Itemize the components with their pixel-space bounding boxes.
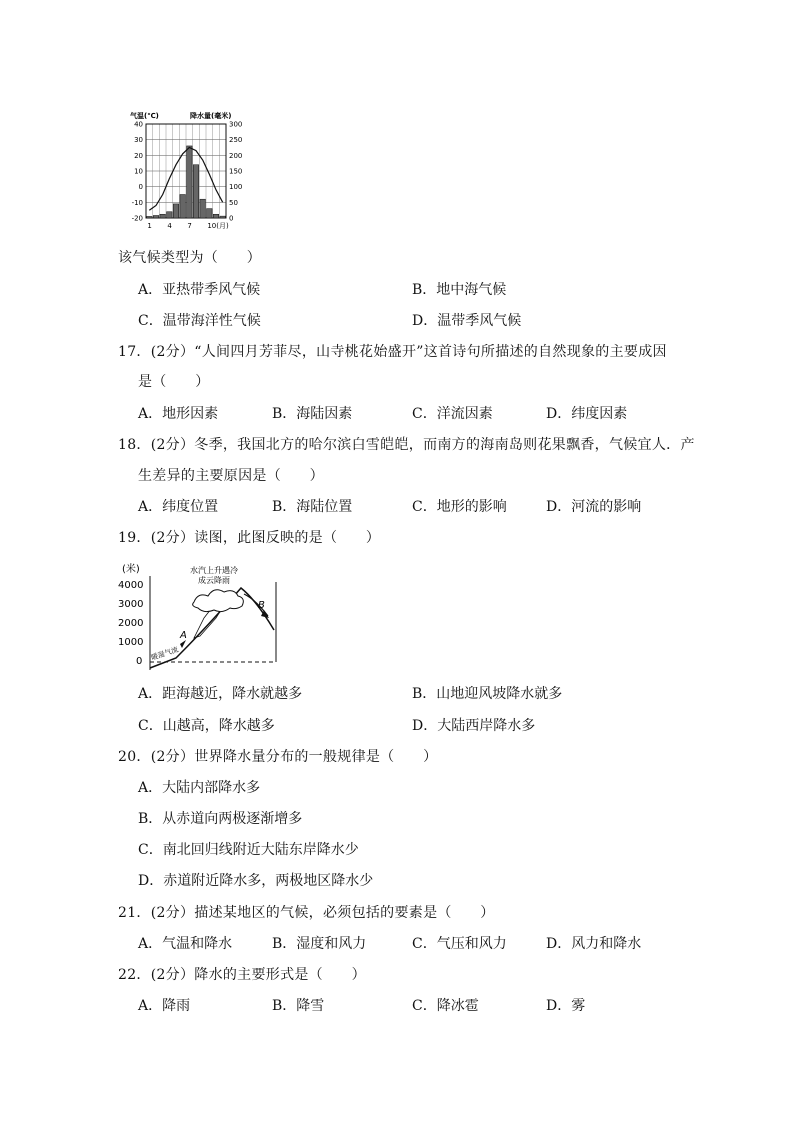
tick-3000: 3000 (118, 599, 144, 610)
precip-bar (167, 212, 172, 218)
precip-bar (147, 216, 152, 218)
temp-tick-label: 10 (134, 167, 143, 176)
precip-bar (187, 146, 192, 218)
q18-option-d[interactable]: D．河流的影响 (546, 499, 642, 515)
precip-tick-label: 50 (229, 198, 238, 207)
mountain-rain-diagram (116, 560, 296, 678)
cloud-caption-line1: 水汽上升遇冷 (190, 566, 238, 575)
tick-2000: 2000 (118, 618, 144, 629)
q16-option-a[interactable]: A．亚热带季风气候 (138, 282, 261, 298)
precip-bar (173, 204, 178, 218)
q21-option-b[interactable]: B．湿度和风力 (272, 936, 367, 952)
cloud-caption-line2: 成云降雨 (198, 576, 230, 585)
cloud-shape (193, 590, 244, 612)
precip-tick-label: 250 (229, 136, 243, 145)
height-unit-label: (米) (122, 564, 140, 575)
tick-1000: 1000 (118, 637, 144, 648)
q19-option-c[interactable]: C．山越高，降水越多 (138, 718, 275, 734)
precip-bar (213, 214, 218, 218)
precip-bar (193, 165, 198, 218)
month-tick-label: 10(月) (207, 222, 229, 230)
q18-stem-line2: 生差异的主要原因是（ ） (138, 468, 324, 484)
month-tick-label: 4 (167, 222, 172, 230)
q17-option-d[interactable]: D．纬度因素 (546, 406, 628, 422)
wind-label: 暖湿气流 (150, 645, 180, 662)
q18-option-a[interactable]: A．纬度位置 (138, 499, 219, 515)
q18-stem-line1: 18．(2分）冬季，我国北方的哈尔滨白雪皑皑，而南方的海南岛则花果飘香，气候宜人．产 (118, 437, 695, 453)
precip-tick-label: 200 (229, 151, 243, 160)
temp-tick-label: -10 (131, 198, 143, 207)
q16-option-b[interactable]: B．地中海气候 (412, 282, 507, 298)
precip-bar (180, 195, 185, 219)
precip-tick-label: 150 (229, 167, 243, 176)
precip-bar (200, 199, 205, 218)
q20-option-c[interactable]: C．南北回归线附近大陆东岸降水少 (138, 842, 359, 858)
q21-option-d[interactable]: D．风力和降水 (546, 936, 642, 952)
precip-bar (207, 209, 212, 218)
q18-option-b[interactable]: B．海陆位置 (272, 499, 353, 515)
q17-stem-line1: 17．(2分）“人间四月芳菲尽，山寺桃花始盛开”这首诗句所描述的自然现象的主要成因 (118, 344, 667, 360)
precip-tick-label: 0 (229, 214, 234, 223)
precip-tick-label: 100 (229, 183, 243, 192)
q21-option-a[interactable]: A．气温和降水 (138, 936, 233, 952)
q17-option-a[interactable]: A．地形因素 (138, 406, 219, 422)
q20-option-d[interactable]: D．赤道附近降水多，两极地区降水少 (138, 873, 374, 889)
q20-option-b[interactable]: B．从赤道向两极逐渐增多 (138, 811, 303, 827)
q17-stem-line2: 是（ ） (138, 374, 210, 390)
precip-tick-label: 300 (229, 120, 243, 129)
tick-4000: 4000 (118, 580, 144, 591)
q19-option-d[interactable]: D．大陆西岸降水多 (412, 718, 536, 734)
temp-tick-label: 20 (134, 151, 143, 160)
label-b: B (258, 600, 265, 611)
temp-tick-label: 40 (134, 120, 143, 129)
q22-option-b[interactable]: B．降雪 (272, 998, 325, 1014)
q16-stem: 该气候类型为（ ） (118, 250, 261, 266)
q18-option-c[interactable]: C．地形的影响 (412, 499, 507, 515)
precip-axis-label: 降水量(毫米) (190, 112, 232, 120)
q22-option-c[interactable]: C．降冰雹 (412, 998, 479, 1014)
q19-option-b[interactable]: B．山地迎风坡降水就多 (412, 686, 563, 702)
tick-0: 0 (136, 656, 143, 667)
temp-tick-label: -20 (131, 214, 143, 223)
temp-tick-label: 0 (138, 183, 143, 192)
q22-stem: 22．(2分）降水的主要形式是（ ） (118, 967, 366, 983)
q22-option-a[interactable]: A．降雨 (138, 998, 191, 1014)
q17-option-b[interactable]: B．海陆因素 (272, 406, 353, 422)
q16-option-c[interactable]: C．温带海洋性气候 (138, 313, 261, 329)
q17-option-c[interactable]: C．洋流因素 (412, 406, 493, 422)
month-tick-label: 7 (187, 222, 192, 230)
q20-stem: 20．(2分）世界降水量分布的一般规律是（ ） (118, 749, 438, 765)
q19-stem: 19．(2分）读图，此图反映的是（ ） (118, 530, 381, 546)
q20-option-a[interactable]: A．大陆内部降水多 (138, 780, 261, 796)
q21-option-c[interactable]: C．气压和风力 (412, 936, 507, 952)
climate-chart (128, 108, 246, 232)
q21-stem: 21．(2分）描述某地区的气候，必须包括的要素是（ ） (118, 905, 495, 921)
q16-option-d[interactable]: D．温带季风气候 (412, 313, 522, 329)
q22-option-d[interactable]: D．雾 (546, 998, 586, 1014)
precip-bar (160, 214, 165, 218)
temp-tick-label: 30 (134, 136, 143, 145)
precip-bar (220, 216, 225, 218)
label-a: A (180, 630, 187, 641)
temp-axis-label: 气温(℃) (130, 112, 159, 120)
precip-bar (153, 215, 158, 218)
q19-option-a[interactable]: A．距海越近，降水就越多 (138, 686, 303, 702)
warm-air-arrowhead (180, 640, 186, 648)
month-tick-label: 1 (147, 222, 152, 230)
